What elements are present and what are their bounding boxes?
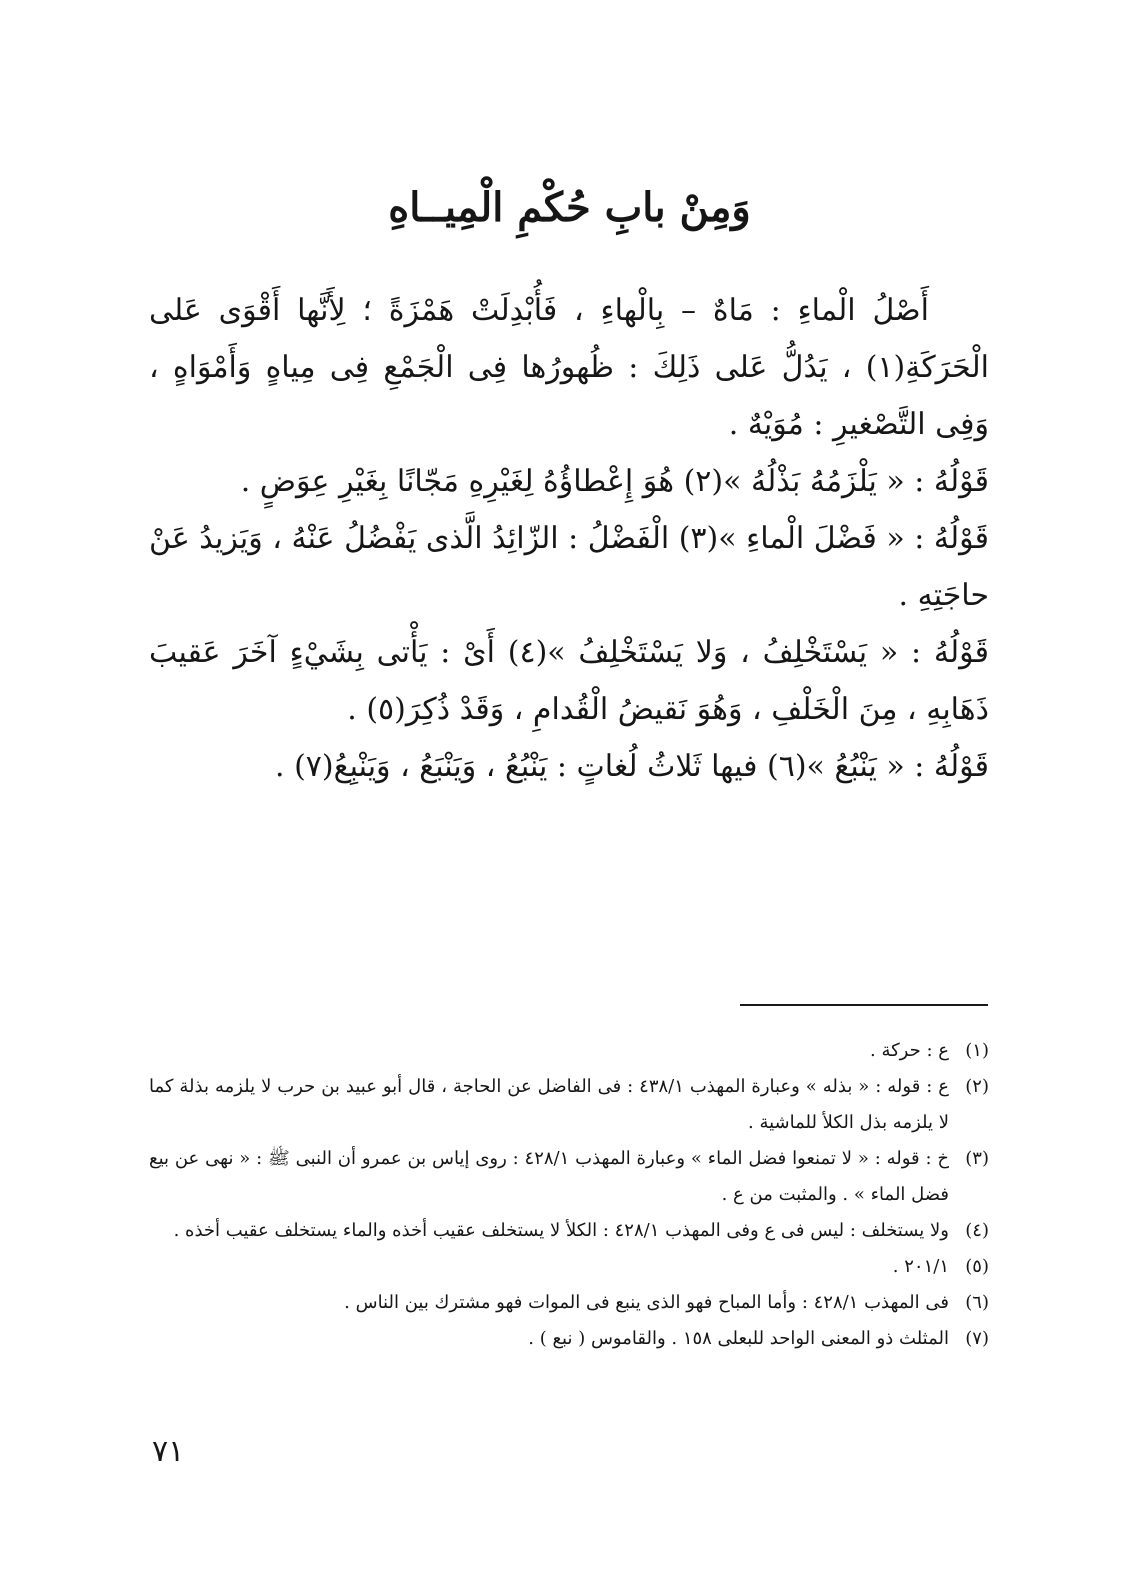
footnote-number: (٣) [965,1148,989,1169]
footnote-text: ٢٠١/١ . [892,1256,949,1277]
paragraph-yanbu: قَوْلُهُ : « يَنْبُعُ »(٦) فيها ثَلاثُ لُغاتٍ : يَنْبُعُ ، وَيَنْبَعُ ، وَيَنْبِعُ(٧) . [275,749,989,784]
footnotes [149,1033,989,1357]
paragraph-fadl-al-maa: قَوْلُهُ : « فَضْلَ الْماءِ »(٣) الْفَضْلُ : الزّائِدُ الَّذى يَفْضُلُ عَنْهُ ، وَيَزيدُ عَنْ حاجَتِهِ . [149,521,989,613]
footnote-number: (٥) [965,1256,989,1277]
page-number: ٧١ [152,1434,185,1469]
main-text [149,282,989,795]
footnote-4 [149,1213,989,1249]
footnote-6 [149,1285,989,1321]
paragraph-asl-al-maa: أَصْلُ الْماءِ : مَاهٌ – بِالْهاءِ ، فَأُبْدِلَتْ هَمْزَةً ؛ لِأَنَّها أَقْوَى عَلى الْحَرَكَةِ(١) ، يَدُلُّ عَلى ذَلِكَ : ظُهورُها فِى الْجَمْعِ فِى مِياهٍ وَأَمْوَاهٍ ، وَفِى التَّصْغيرِ : مُوَيْهٌ . [149,293,989,442]
footnote-text: خ : قوله : « لا تمنعوا فضل الماء » وعبارة المهذب ٤٢٨/١ : روى إياس بن عمرو أن النبى ﷺ : « نهى عن بيع فضل الماء » . والمثبت من ع . [149,1148,949,1205]
chapter-title: وَمِنْ بابِ حُكْمِ الْمِيــاهِ [388,184,751,231]
footnote-text: ولا يستخلف : ليس فى ع وفى المهذب ٤٢٨/١ : الكلأ لا يستخلف عقيب أخذه والماء يستخلف عقيب أخذه . [173,1220,949,1241]
footnote-separator [740,1004,988,1006]
footnote-3 [149,1141,989,1213]
footnote-text: ع : حركة . [870,1040,949,1061]
paragraph-yalzamuhu-badhluhu: قَوْلُهُ : « يَلْزَمُهُ بَذْلُهُ »(٢) هُوَ إِعْطاؤُهُ لِغَيْرِهِ مَجّانًا بِغَيْرِ عِوَضٍ . [240,464,989,499]
footnote-5 [149,1249,989,1285]
footnote-text: المثلث ذو المعنى الواحد للبعلى ١٥٨ . والقاموس ( نبع ) . [528,1328,949,1349]
paragraph-yastakhlif: قَوْلُهُ : « يَسْتَخْلِفُ ، وَلا يَسْتَخْلِفُ »(٤) أَىْ : يَأْتى بِشَيْءٍ آخَرَ عَقيبَ ذَهَابِهِ ، مِنَ الْخَلْفِ ، وَهُوَ نَقيضُ الْقُدامِ ، وَقَدْ ذُكِرَ(٥) . [149,635,989,727]
footnote-text: فى المهذب ٤٢٨/١ : وأما المباح فهو الذى ينبع فى الموات فهو مشترك بين الناس . [344,1292,949,1313]
footnote-number: (٧) [965,1328,989,1349]
footnote-number: (٤) [965,1220,989,1241]
footnote-number: (١) [965,1040,989,1061]
footnote-7 [149,1321,989,1357]
footnote-2 [149,1069,989,1141]
footnote-number: (٢) [965,1076,989,1097]
footnote-number: (٦) [965,1292,989,1313]
footnote-text: ع : قوله : « بذله » وعبارة المهذب ٤٣٨/١ : فى الفاضل عن الحاجة ، قال أبو عبيد بن حرب لا يلزمه بذلة كما لا يلزمه بذل الكلأ للماشية . [149,1076,949,1133]
footnote-1 [149,1033,989,1069]
